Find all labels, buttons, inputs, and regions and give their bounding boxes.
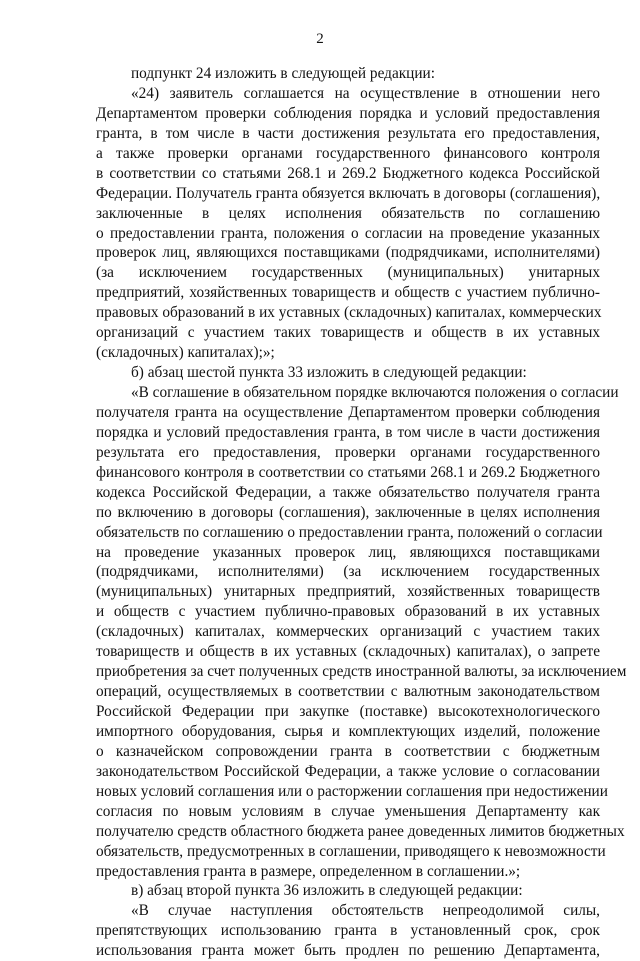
document-body bbox=[96, 64, 627, 961]
paragraph bbox=[96, 881, 600, 901]
text-line: обязательств, предусмотренных в соглашении, приводящего к невозможности bbox=[96, 842, 606, 860]
text-line: «В соглашение в обязательном порядке включаются положения о согласии bbox=[131, 384, 619, 401]
text-line: обязательств по соглашению о предоставлении гранта, положений о согласии bbox=[96, 523, 603, 541]
text-line: Департаментом проверки соблюдения порядка и условий предоставления bbox=[96, 104, 600, 122]
text-line: товариществ и обществ в их уставных (складочных) капиталах), о запрете bbox=[96, 643, 600, 661]
text-line: порядка и условий предоставления гранта, в том числе в части достижения bbox=[96, 423, 600, 441]
text-line: получателя гранта на осуществление Департаментом проверки соблюдения bbox=[96, 403, 600, 421]
text-line: (муниципальных) унитарных предприятий, хозяйственных товариществ bbox=[96, 583, 600, 601]
text-line: (складочных) капиталах, коммерческих организаций с участием таких bbox=[96, 623, 600, 641]
text-line: организаций с участием таких товариществ и обществ в их уставных bbox=[96, 324, 600, 342]
text-line: (за исключением государственных (муниципальных) унитарных bbox=[96, 264, 600, 282]
text-line: согласия по новым условиям в случае уменьшения Департаменту как bbox=[96, 802, 600, 820]
text-line: приобретения за счет полученных средств иностранной валюты, за исключением bbox=[96, 663, 627, 681]
text-line: импортного оборудования, сырья и комплектующих изделий, положение bbox=[96, 722, 600, 740]
text-line: «24) заявитель соглашается на осуществление в отношении него bbox=[131, 84, 600, 102]
text-line: получателю средств областного бюджета ранее доведенных лимитов бюджетных bbox=[96, 822, 625, 840]
text-line: предприятий, хозяйственных товариществ и обществ с участием публично- bbox=[96, 284, 600, 302]
text-line: (складочных) капиталах);»; bbox=[96, 344, 275, 362]
paragraph bbox=[96, 363, 600, 383]
text-line: (подрядчиками, исполнителями) (за исключением государственных bbox=[96, 563, 600, 581]
page-number: 2 bbox=[316, 31, 324, 47]
text-line: законодательством Российской Федерации, а также условие о согласовании bbox=[96, 762, 600, 780]
text-line: предоставления гранта в размере, определенном в соглашении.»; bbox=[96, 862, 521, 880]
text-line: Российской Федерации при закупке (поставке) высокотехнологического bbox=[96, 703, 600, 720]
text-line: по включению в договоры (соглашения), заключенные в целях исполнения bbox=[96, 503, 600, 521]
text-line: Федерации. Получатель гранта обязуется включать в договоры (соглашения), bbox=[96, 184, 601, 202]
text-line: новых условий соглашения или о расторжении соглашения при недостижении bbox=[96, 782, 608, 800]
text-line: заключенные в целях исполнения обязательств по соглашению bbox=[96, 204, 600, 222]
text-line: о казначейском сопровождении гранта в соответствии с бюджетным bbox=[96, 742, 600, 760]
text-line: в соответствии со статьями 268.1 и 269.2 Бюджетного кодекса Российской bbox=[96, 164, 600, 182]
paragraph bbox=[96, 383, 627, 881]
text-line: а также проверки органами государственного финансового контроля bbox=[96, 144, 600, 162]
text-line: правовых образований в их уставных (складочных) капиталах, коммерческих bbox=[96, 304, 602, 322]
text-line: кодекса Российской Федерации, а также обязательство получателя гранта bbox=[96, 483, 600, 501]
paragraph bbox=[96, 64, 600, 84]
paragraph bbox=[96, 84, 600, 363]
text-line: на проведение указанных проверок лиц, являющихся поставщиками bbox=[96, 543, 600, 561]
text-line: использования гранта может быть продлен по решению Департамента, bbox=[96, 942, 600, 960]
text-line: б) абзац шестой пункта 33 изложить в следующей редакции: bbox=[131, 364, 527, 382]
text-line: финансового контроля в соответствии со статьями 268.1 и 269.2 Бюджетного bbox=[96, 463, 600, 481]
text-line: и обществ с участием публично-правовых образований в их уставных bbox=[96, 603, 600, 621]
text-line: гранта, в том числе в части достижения результата его предоставления, bbox=[96, 124, 600, 142]
text-line: подпункт 24 изложить в следующей редакции: bbox=[131, 65, 435, 82]
text-line: операций, осуществляемых в соответствии с валютным законодательством bbox=[96, 683, 600, 701]
text-line: о предоставлении гранта, положения о согласии на проведение указанных bbox=[96, 224, 600, 242]
text-line: в) абзац второй пункта 36 изложить в следующей редакции: bbox=[131, 882, 523, 900]
text-line: проверок лиц, являющихся поставщиками (подрядчиками, исполнителями) bbox=[96, 244, 600, 262]
text-line: препятствующих использованию гранта в установленный срок, срок bbox=[96, 922, 600, 940]
paragraph bbox=[96, 901, 600, 961]
text-line: «В случае наступления обстоятельств непреодолимой силы, bbox=[131, 902, 600, 920]
text-line: результата его предоставления, проверки органами государственного bbox=[96, 443, 600, 461]
